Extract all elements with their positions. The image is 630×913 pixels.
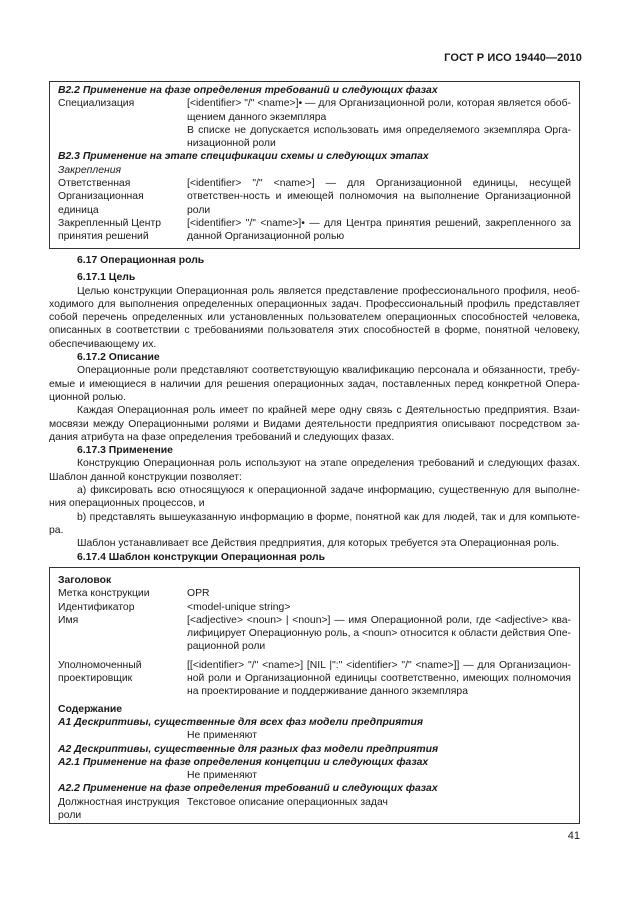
section-b23-title: B2.3 Применение на этапе спецификации схемы и следующих этапах	[58, 151, 429, 163]
construct-template-table	[49, 567, 580, 824]
heading-6-17-4: 6.17.4 Шаблон конструкции Операционная роль	[77, 551, 326, 563]
value-identifier: <model-unique string>	[187, 601, 291, 613]
row-specialization	[58, 97, 571, 150]
section-b22-title: B2.2 Применение на фазе определения требований и следующих фазах	[58, 85, 438, 96]
value-specialization-1: [<identifier> "/" <name>]• — для Организационной роли, которая является обоб-щением данного экземпляра	[187, 98, 571, 123]
list-item-b: b) представлять вышеуказанную информацию в форме, понятной как для людей, так и для компьюте-ра.	[49, 511, 580, 536]
heading-6-17-3: 6.17.3 Применение	[77, 445, 173, 457]
a21-not-applied: Не применяют	[187, 770, 257, 782]
a1-not-applied: Не применяют	[187, 730, 257, 742]
paragraph-description-2: Каждая Операционная роль имеет по крайней мере одну связь с Деятельностью предприятия. Взаи-мосвязи между Операционными ролями и Видами деятельности предприятия описывают посредством за-дания атрибута на фазе определения требований и следующих фазах.	[49, 405, 580, 443]
value-authorized-designer: [[<identifier> "/" <name>] [NIL |":" <identifier> "/" <name>]] — для Организацион-ной роли и Организационной единицы соответственно, имеющих полномочия на проектирование и поддерживание данного экземпляра	[187, 659, 571, 698]
label-name: Имя	[58, 614, 79, 626]
value-decision-centre: [<identifier> "/" <name>]• — для Центра принятия решений, закрепленного за данной Организационной ролью	[187, 217, 571, 243]
label-construct-label: Метка конструкции	[58, 588, 150, 600]
heading-6-17-2: 6.17.2 Описание	[77, 352, 160, 364]
value-specialization-2: В списке не допускается использовать имя определяемого экземпляра Орга-низационной роли	[187, 124, 571, 150]
paragraph-purpose: Целью конструкции Операционная роль является представление профессионального профиля, необ-ходимого для выполнения определенных операционных задач. Профессиональный профиль представляет собой перечень определенных или установленных пользователем операционных способностей человека, описанных в соответствии с требованиями пользователя этих способностей в форме, понятной человеку, обеспечивающему их.	[49, 285, 580, 350]
section-a21-title: A2.1 Применение на фазе определения концепции и следующих фазах	[58, 756, 429, 768]
document-code: ГОСТ Р ИСО 19440—2010	[444, 52, 582, 64]
row-name	[58, 614, 571, 654]
header-section-label: Заголовок	[58, 575, 112, 586]
assignments-label: Закрепления	[58, 164, 122, 176]
value-responsible-unit: [<identifier> "/" <name>] — для Организационной единицы, несущей ответствен-ность и имеющей полномочия на выполнение Организационной роли	[187, 178, 571, 216]
heading-6-17: 6.17 Операционная роль	[77, 255, 205, 266]
value-name: [<adjective> <noun> | <noun>] — имя Операционной роли, где <adjective> ква-лифицирует Операционную роль, а <noun> относится к области действия Опе-рационной роли	[187, 614, 571, 653]
label-responsible-unit: Ответственная Организационная единица	[58, 178, 144, 216]
paragraph-template-note: Шаблон устанавливает все Действия предприятия, для которых требуется эта Операционная роль.	[77, 538, 560, 550]
page-number: 41	[567, 830, 580, 842]
heading-6-17-1: 6.17.1 Цель	[77, 272, 136, 284]
value-construct-label: OPR	[187, 588, 210, 600]
row-construct-label	[58, 587, 571, 600]
row-decision-centre	[58, 217, 571, 244]
main-text	[49, 254, 580, 564]
section-a1-title: A1 Дескриптивы, существенные для всех фаз модели предприятия	[58, 716, 423, 728]
label-decision-centre: Закрепленный Центр принятия решений	[58, 217, 162, 243]
value-role-job-description: Текстовое описание операционных задач	[187, 796, 388, 808]
content-section-label: Содержание	[58, 703, 123, 715]
list-item-a: а) фиксировать всю относящуюся к операционной задаче информацию, существенную для выполне-ния операционных процессов, и	[49, 485, 580, 510]
paragraph-application: Конструкцию Операционная роль используют на этапе определения требований и следующих фазах. Шаблон данной конструкции позволяет:	[49, 458, 580, 483]
section-a2-title: A2 Дескриптивы, существенные для разных фаз модели предприятия	[58, 743, 439, 755]
value-specialization	[187, 97, 571, 150]
label-identifier: Идентификатор	[58, 601, 135, 613]
attribute-table-continuation	[49, 81, 580, 249]
label-role-job-description: Должностная инструкция роли	[58, 796, 180, 822]
row-authorized-designer	[58, 659, 571, 699]
label-specialization: Специализация	[58, 98, 135, 110]
section-a22-title: A2.2 Применение на фазе определения требований и следующих фазах	[58, 783, 438, 795]
paragraph-description-1: Операционные роли представляют соответствующую квалификацию персонала и обязанности, требу-емые и имеющиеся в наличии для решения операционных задач, поставленных перед конкретной Опера-ционной ролью.	[49, 365, 580, 403]
row-responsible-unit	[58, 177, 571, 217]
row-identifier	[58, 601, 571, 614]
label-authorized-designer: Уполномоченный проектировщик	[58, 659, 142, 685]
row-role-job-description	[58, 796, 571, 823]
